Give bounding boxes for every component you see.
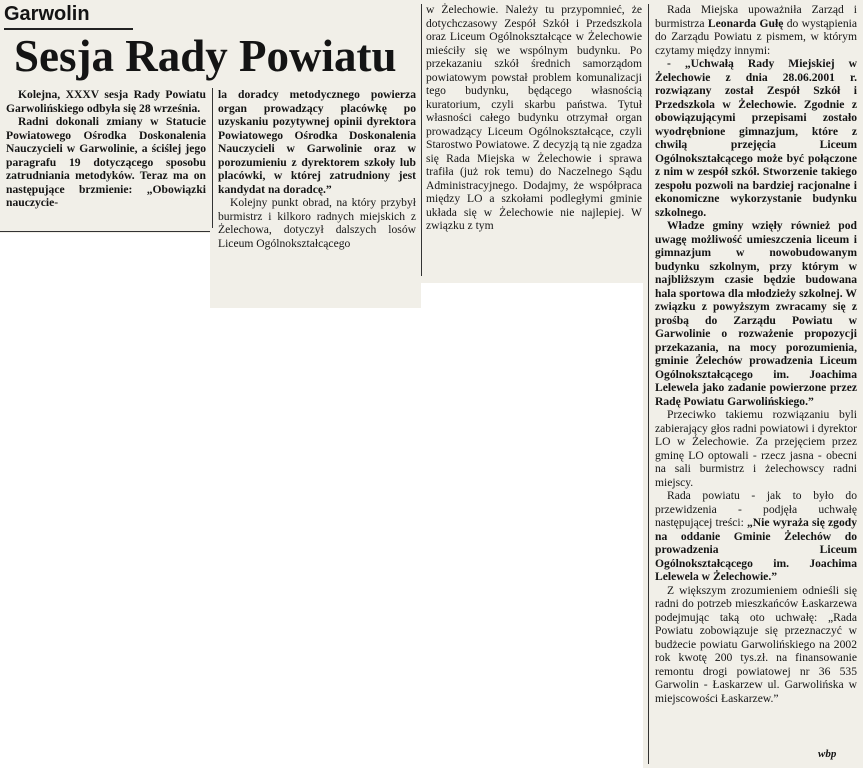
column-divider	[421, 4, 422, 276]
column-divider	[648, 4, 649, 764]
paragraph: Kolejna, XXXV sesja Rady Powiatu Garwolińskiego odbyła się 28 września.	[6, 88, 206, 115]
paragraph: Kolejny punkt obrad, na który przybył burmistrz i kilkoro radnych miejskich z Żelechowa, dotyczył dalszych losów Liceum Ogólnokształcącego	[218, 196, 416, 250]
paragraph: la doradcy metodycznego powierza organ prowadzący placówkę po uzyskaniu pozytywnej opinii dyrektora Powiatowego Ośrodka Doskonalenia Nauczycieli w Garwolinie oraz w porozumieniu z dyrektorem szkoły lub placówki, w której zatrudniony jest kandydat na doradcę.”	[218, 88, 416, 196]
headline: Sesja Rady Powiatu	[14, 31, 397, 81]
paragraph: Z większym zrozumieniem odnieśli się radni do potrzeb mieszkańców Łaskarzewa podejmując taką oto uchwałę: „Rada Powiatu zobowiązuje się przeznaczyć w budżecie powiatu Garwolińskiego na 2002 rok kwotę 200 tys.zł. na finansowanie remontu drogi powiatowej nr 36 535 Garwolin - Łaskarzew ul. Garwolińska w miejscowości Łaskarzew.”	[655, 583, 857, 705]
paragraph: w Żelechowie. Należy tu przypomnieć, że dotychczasowy Zespół Szkół i Przedszkola oraz Liceum Ogólnokształcące w Żelechowie mieściły się we wspólnym budynku. Po przekazaniu szkół średnich samorządom powiatowym powstał problem komunalizacji tego budynku, będącego własnością kuratorium, czyli skarbu państwa. Tytuł własności całego budynku otrzymał organ prowadzący Liceum Ogólnokształcące, czyli Starostwo Powiatowe. Z decyzją tą nie zgadza się Rada Miejska w Żelechowie i sprawa trafiła (już rok temu) do Naczelnego Sądu Administracyjnego. Dodajmy, że współpraca między LO a szkołami podległymi gminie układa się w Żelechowie nie najlepiej. W związku z tym	[426, 3, 642, 232]
person-name: Leonarda Gułę	[707, 16, 784, 30]
paragraph: Przeciwko takiemu rozwiązaniu byli zabierający głos radni powiatowi i dyrektor LO w Żelechowie. Za przejęciem przez gminę LO optowali - rzecz jasna - obecni na sali burmistrz i żelechowscy radni miejscy.	[655, 408, 857, 489]
clipping-bottom-edge	[0, 231, 210, 232]
article-column-1	[6, 88, 206, 230]
article-column-2	[218, 88, 416, 306]
article-column-3	[426, 3, 642, 281]
paragraph: Rada Miejska upoważniła Zarząd i burmistrza Leonarda Gułę do wystąpienia do Zarządu Powiatu z pismem, w którym czytamy między innymi:	[655, 3, 857, 57]
author-signature: wbp	[818, 748, 837, 760]
column-divider	[212, 88, 213, 228]
section-label: Garwolin	[4, 2, 133, 30]
quote-paragraph: Władze gminy wzięły również pod uwagę możliwość umieszczenia liceum i gimnazjum w nowobudowanym budynku szkolnym, przy którym w najbliższym czasie będzie budowana hala sportowa dla młodzieży szkolnej. W związku z powyższym zwracamy się z prośbą do Zarządu Powiatu w Garwolinie o rozważenie propozycji przekazania, na mocy porozumienia, gminie Żelechów prowadzenia Liceum Ogólnokształcącego im. Joachima Lelewela jako zadanie powierzone przez Radę Powiatu Garwolińskiego.”	[655, 219, 857, 408]
article-column-4	[655, 3, 857, 747]
paragraph: Radni dokonali zmiany w Statucie Powiatowego Ośrodka Doskonalenia Nauczycieli w Garwolinie, a ściślej jego paragrafu 19 dotyczącego sposobu zatrudniania metodyków. Teraz ma on następujące brzmienie: „Obowiązki nauczycie-	[6, 115, 206, 209]
resolution-quote: „Nie wyraża się zgody na oddanie Gminie Żelechów do prowadzenia Liceum Ogólnokształcącego im. Joachima Lelewela w Żelechowie.”	[655, 516, 857, 583]
paragraph: Rada powiatu - jak to było do przewidzenia - podjęła uchwałę następującej treści: „Nie wyraża się zgody na oddanie Gminie Żelechów do prowadzenia Liceum Ogólnokształcącego im. Joachima Lelewela w Żelechowie.”	[655, 489, 857, 583]
quote-paragraph: - „Uchwałą Rady Miejskiej w Żelechowie z dnia 28.06.2001 r. rozwiązany został Zespół Szkół i Przedszkola w Żelechowie. Zgodnie z obowiązującymi przepisami zostało wyodrębnione gimnazjum, które z chwilą przejęcia Liceum Ogólnokształcącego może być połączone z nim w zespół szkół. Stworzenie takiego zespołu pozwoli na bardziej racjonalne i ekonomiczne wykorzystanie budynku szkolnego.	[655, 57, 857, 219]
